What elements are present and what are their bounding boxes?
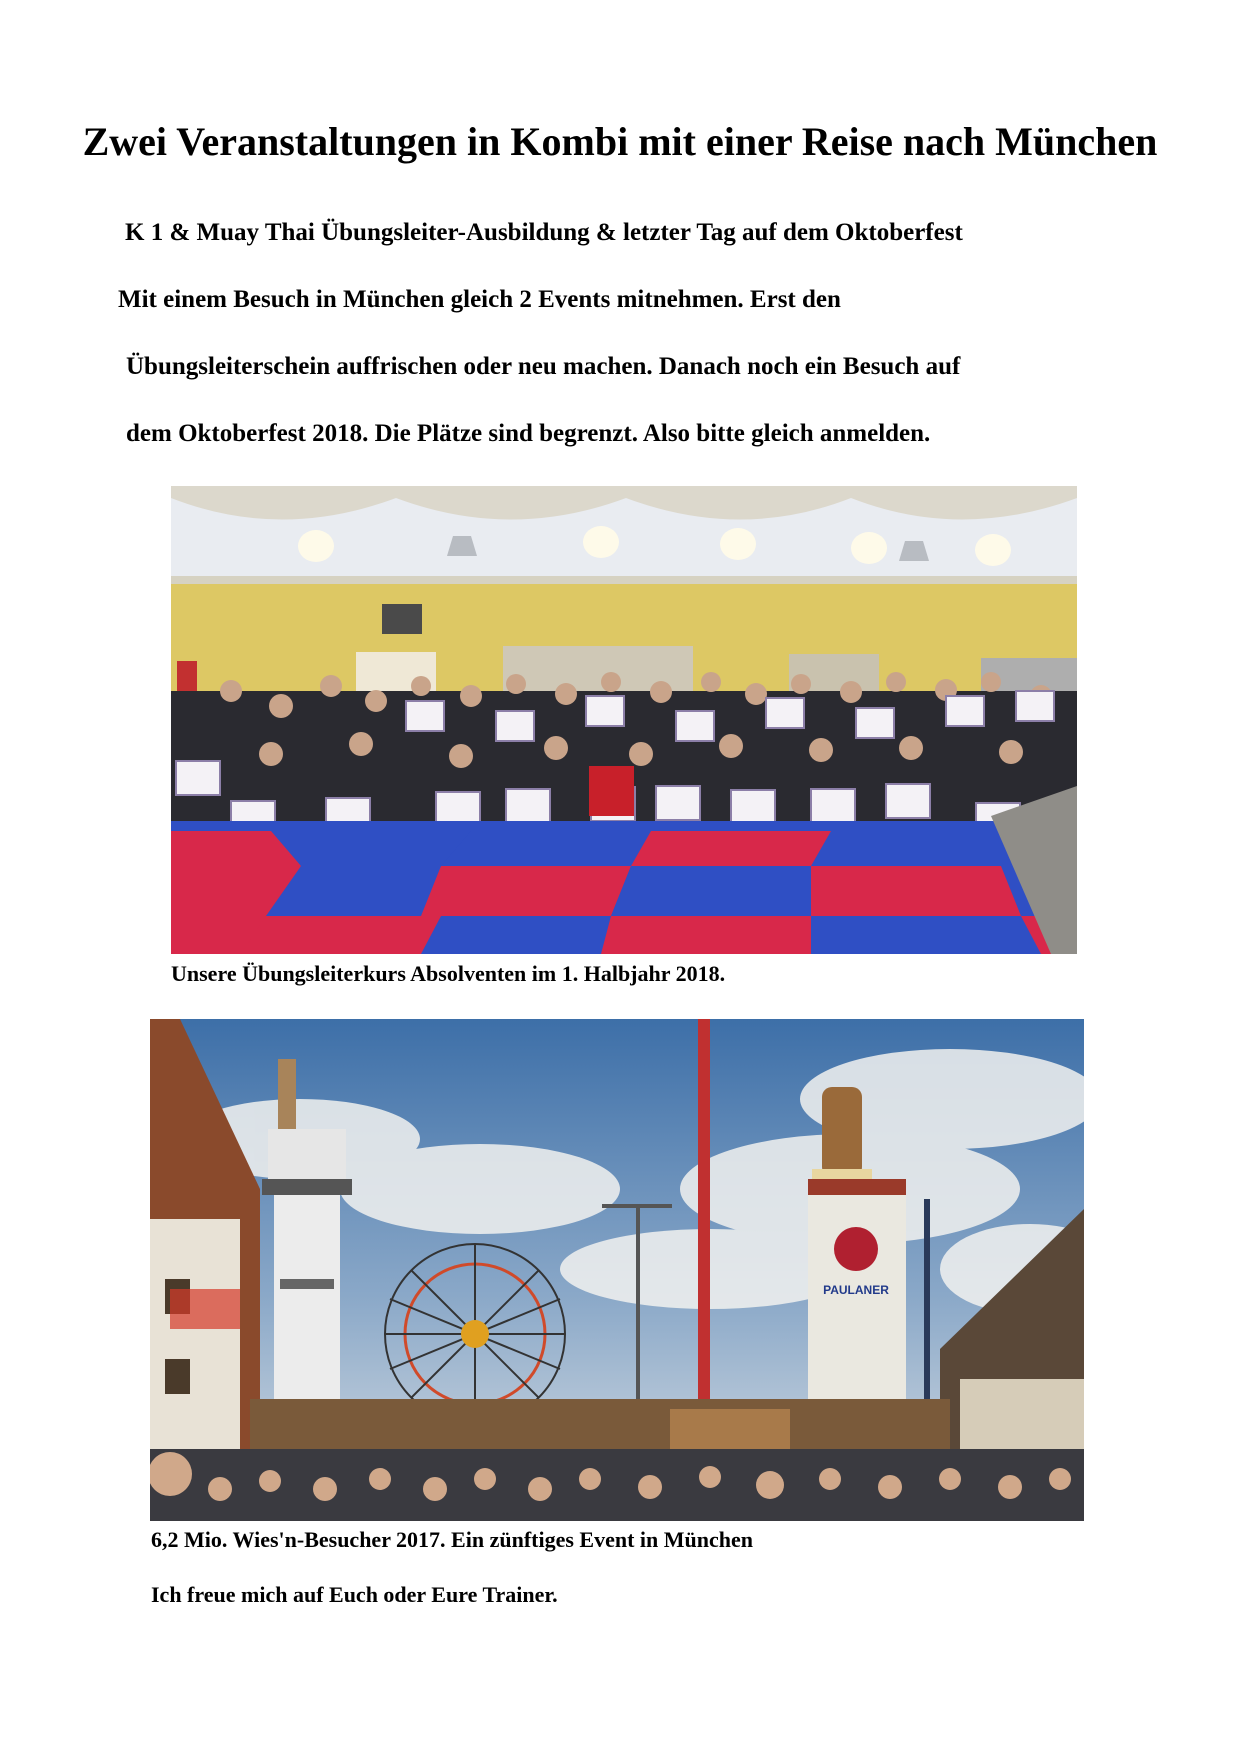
intro-line-2: Übungsleiterschein auffrischen oder neu machen. Danach noch ein Besuch auf [126, 353, 961, 380]
oktoberfest-photo [150, 1019, 1084, 1521]
page-title: Zwei Veranstaltungen in Kombi mit einer Reise nach München [82, 119, 1158, 164]
photo1-caption: Unsere Übungsleiterkurs Absolventen im 1. Halbjahr 2018. [171, 961, 726, 986]
photo2-caption: 6,2 Mio. Wies'n-Besucher 2017. Ein zünftiges Event in München [151, 1527, 753, 1552]
intro-line-3: dem Oktoberfest 2018. Die Plätze sind begrenzt. Also bitte gleich anmelden. [126, 420, 931, 447]
subtitle: K 1 & Muay Thai Übungsleiter-Ausbildung & letzter Tag auf dem Oktoberfest [125, 219, 963, 246]
group-photo [171, 486, 1077, 954]
closing-line: Ich freue mich auf Euch oder Eure Trainer. [151, 1582, 558, 1607]
intro-line-1: Mit einem Besuch in München gleich 2 Events mitnehmen. Erst den [118, 286, 841, 313]
paulaner-sign: PAULANER [823, 1283, 889, 1297]
